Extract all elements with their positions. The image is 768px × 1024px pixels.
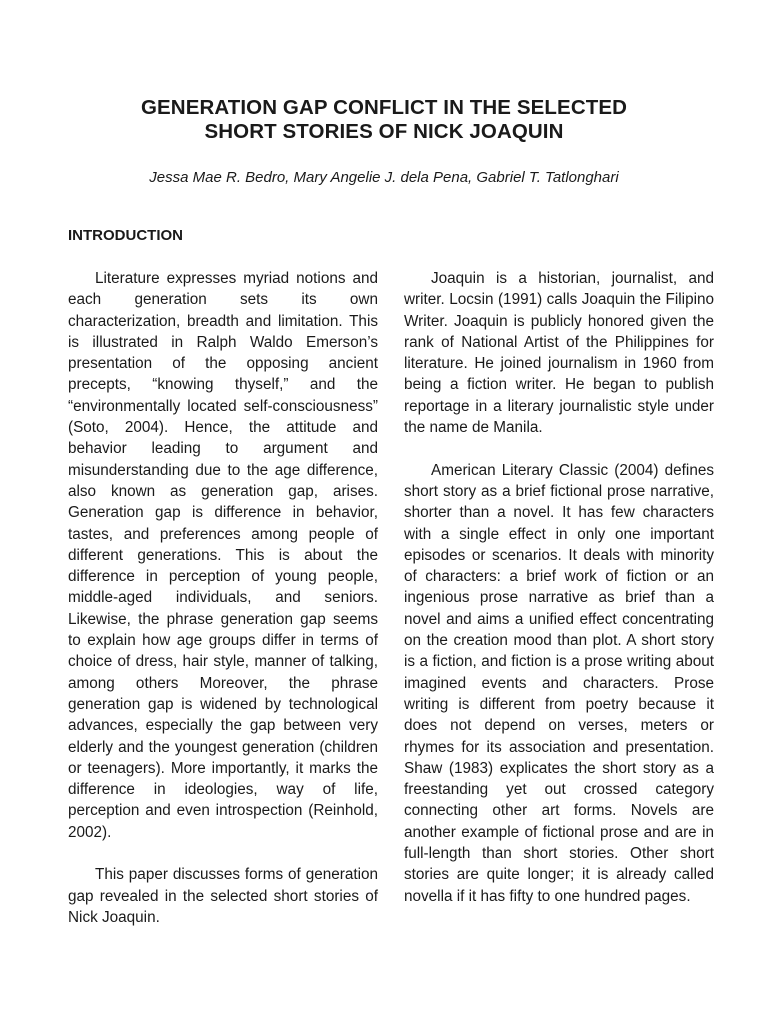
paragraph: This paper discusses forms of generation gap revealed in the selected short stories of Nick Joaquin. (68, 866, 378, 926)
paragraph: Literature expresses myriad notions and each generation sets its own characterization, breadth and limitation. This is illustrated in Ralph Waldo Emerson’s presentation of the opposing ancient precepts, “knowing thyself,” and the “environmentally located self-consciousness” (Soto, 2004). Hence, the attitude and behavior leading to argument and misunderstanding due to the age difference, also known as generation gap, arises. Generation gap is difference in behavior, tastes, and preferences among people of different generations. This is about the difference in perception of young people, middle-aged individuals, and seniors. Likewise, the phrase generation gap seems to explain how age groups differ in terms of choice of dress, hair style, manner of talking, among others Moreover, the phrase generation gap is widened by technological advances, especially the gap between very elderly and the youngest generation (children or teenagers). More importantly, it marks the difference in ideologies, way of life, perception and even introspection (Reinhold, 2002). (68, 270, 378, 841)
section-heading: INTRODUCTION (68, 227, 183, 244)
title-line-2: SHORT STORIES OF NICK JOAQUIN (204, 120, 564, 143)
paragraph: American Literary Classic (2004) defines short story as a brief fictional prose narrative, shorter than a novel. It has few characters with a single effect in only one important episodes or scenarios. It deals with minority of characters: a brief work of fiction or an ingenious prose narrative as brief than a novel and aims a unified effect concentrating on the creation mood than plot. A short story is a fiction, and fiction is a prose writing about imagined events and characters. Prose writing is different from poetry because it does not depend on verses, meters or rhymes for its association and presentation. Shaw (1983) explicates the short story as a freestanding yet out crossed category connecting other art forms. Novels are another example of fictional prose and are in full-length than short stories. Other short stories are quite longer; it is already called novella if it has fifty to one hundred pages. (404, 461, 714, 905)
author-list: Jessa Mae R. Bedro, Mary Angelie J. dela Pena, Gabriel T. Tatlonghari (149, 169, 619, 186)
paper-title (60, 96, 708, 144)
paragraph: Joaquin is a historian, journalist, and writer. Locsin (1991) calls Joaquin the Filipino Writer. Joaquin is publicly honored given the rank of National Artist of the Philippines for literature. He joined journalism in 1960 from being a fiction writer. He began to publish reportage in a literary journalistic style under the name de Manila. (404, 270, 714, 437)
left-column (68, 268, 378, 950)
right-column (404, 268, 714, 928)
title-line-1: GENERATION GAP CONFLICT IN THE SELECTED (140, 96, 628, 119)
